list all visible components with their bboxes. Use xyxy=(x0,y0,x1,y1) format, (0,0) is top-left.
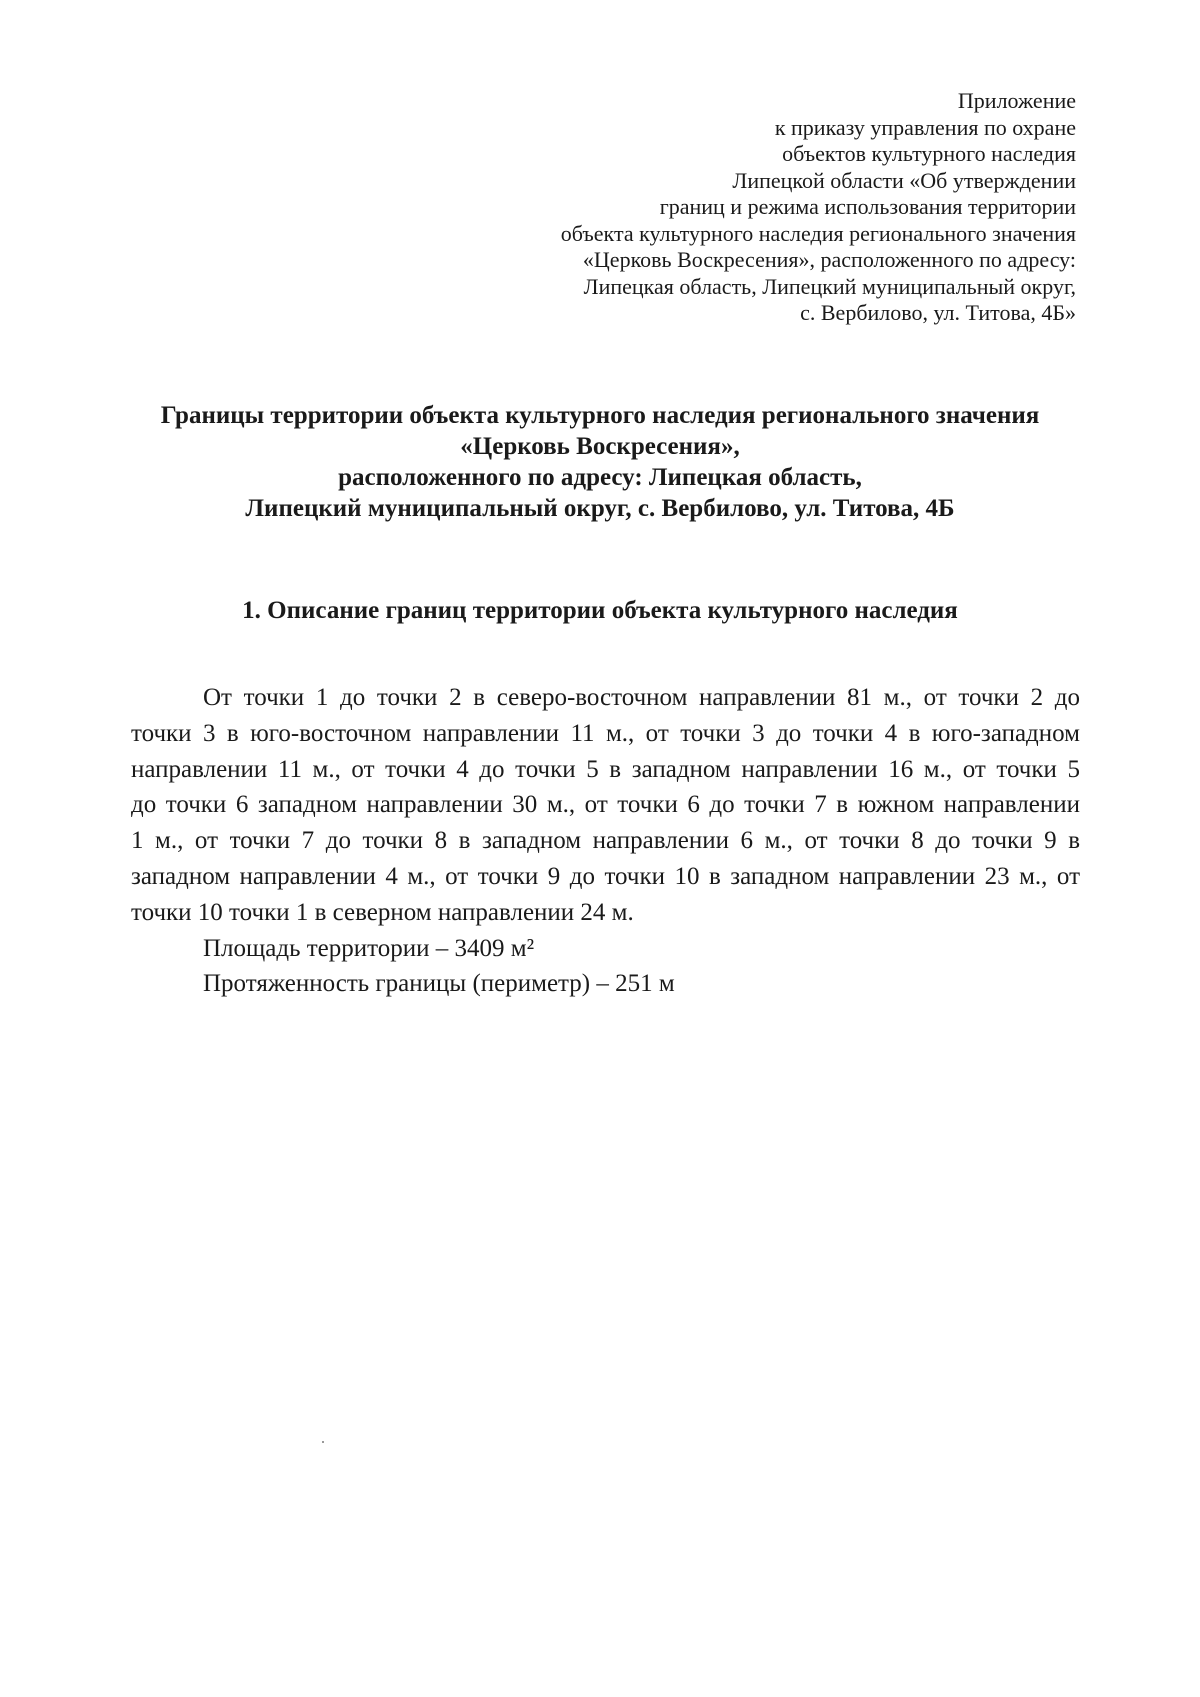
paragraph-line: точки 3 в юго-восточном направлении 11 м., от точки 3 до точки 4 в юго-западном xyxy=(131,719,1080,747)
perimeter-value: Протяженность границы (периметр) – 251 м xyxy=(203,970,675,998)
paragraph-line: От точки 1 до точки 2 в северо-восточном направлении 81 м., от точки 2 до xyxy=(203,684,1080,711)
document-title xyxy=(100,400,1100,524)
appendix-line: объекта культурного наследия регионального значения xyxy=(560,220,1076,246)
paragraph-line: точки 10 точки 1 в северном направлении 24 м. xyxy=(131,898,634,926)
title-line: Границы территории объекта культурного наследия регионального значения xyxy=(160,402,1040,429)
paragraph-line: 1 м., от точки 7 до точки 8 в западном направлении 6 м., от точки 8 до точки 9 в xyxy=(131,827,1080,855)
appendix-line: Липецкой области «Об утверждении xyxy=(732,167,1076,193)
area-value: Площадь территории – 3409 м² xyxy=(203,934,535,962)
scan-speck xyxy=(322,1441,324,1443)
appendix-line: к приказу управления по охране xyxy=(774,114,1076,140)
appendix-line: Липецкая область, Липецкий муниципальный округ, xyxy=(583,273,1076,299)
paragraph-line: западном направлении 4 м., от точки 9 до точки 10 в западном направлении 23 м., от xyxy=(131,862,1080,890)
appendix-line: «Церковь Воскресения», расположенного по адресу: xyxy=(582,247,1076,272)
appendix-line: с. Вербилово, ул. Титова, 4Б» xyxy=(800,300,1076,325)
appendix-line: Приложение xyxy=(957,88,1076,113)
paragraph-line: до точки 6 западном направлении 30 м., от точки 6 до точки 7 в южном направлении xyxy=(131,791,1080,819)
appendix-line: объектов культурного наследия xyxy=(782,141,1076,166)
title-line: Липецкий муниципальный округ, с. Вербилово, ул. Титова, 4Б xyxy=(245,495,955,522)
title-line: «Церковь Воскресения», xyxy=(460,433,740,460)
section-heading: 1. Описание границ территории объекта культурного наследия xyxy=(242,597,958,624)
title-line: расположенного по адресу: Липецкая область, xyxy=(338,464,862,491)
appendix-header xyxy=(456,88,1076,327)
paragraph-line: направлении 11 м., от точки 4 до точки 5 в западном направлении 16 м., от точки 5 xyxy=(131,755,1080,783)
section-body xyxy=(131,680,1080,1002)
appendix-line: границ и режима использования территории xyxy=(659,194,1076,219)
